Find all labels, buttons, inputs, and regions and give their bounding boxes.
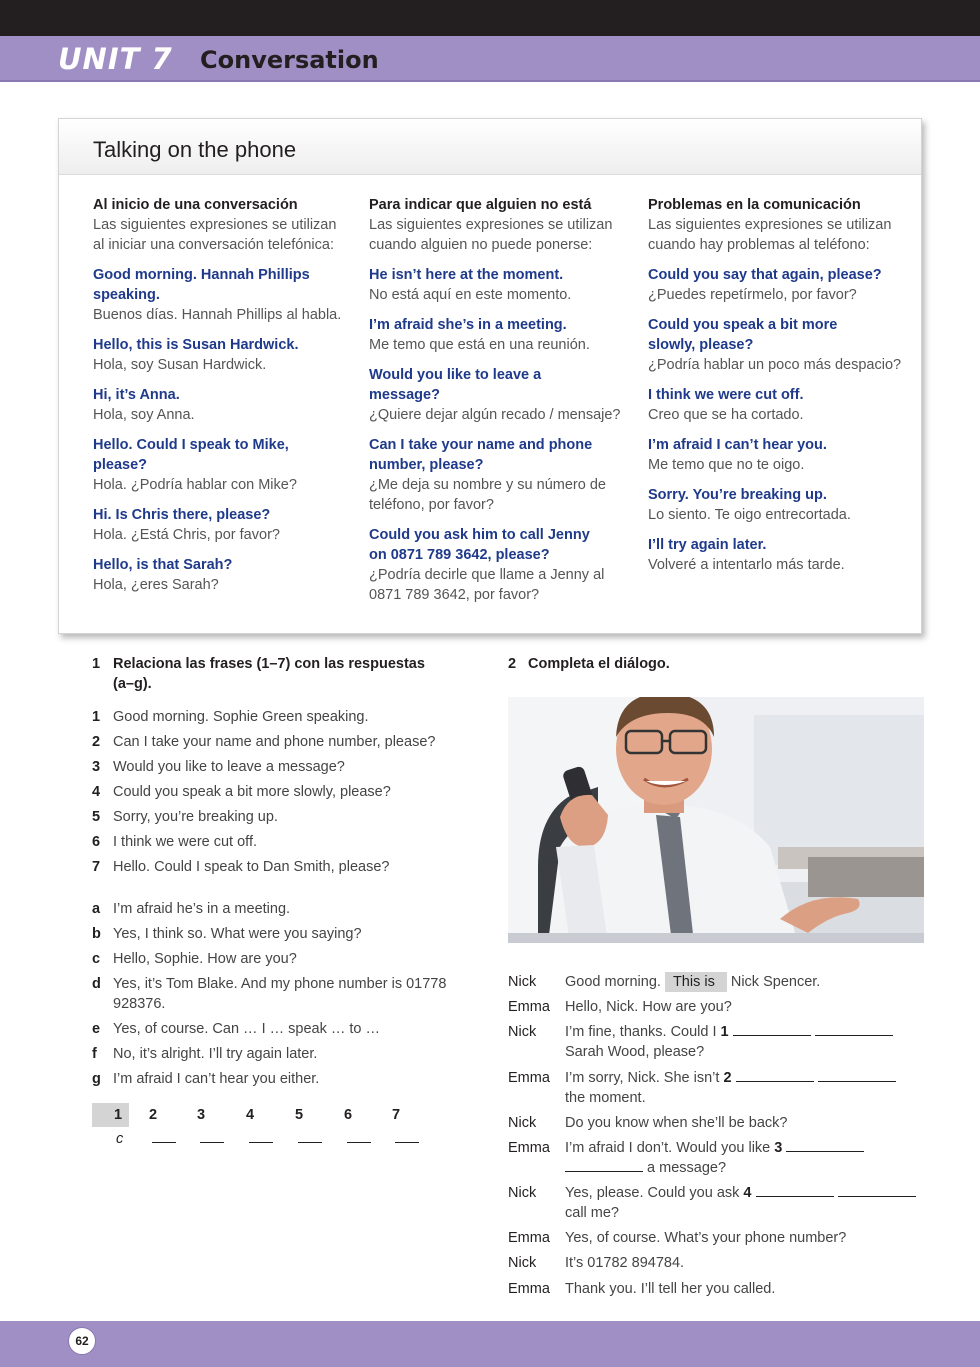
spanish-translation: Hola. ¿Está Chris, por favor?: [93, 527, 280, 543]
english-phrase: number, please?: [369, 457, 484, 473]
exercise-number: 2: [508, 656, 517, 672]
spanish-translation: 0871 789 3642, por favor?: [369, 587, 540, 603]
phrase-item: [93, 435, 351, 495]
answer-number: 1: [114, 1107, 123, 1123]
answer-slot[interactable]: [197, 1103, 224, 1127]
english-phrase: Hi. Is Chris there, please?: [93, 507, 271, 523]
dialogue-line: [508, 972, 928, 992]
item-text: Hello, Sophie. How are you?: [113, 951, 297, 967]
answer-gap[interactable]: [756, 1184, 834, 1197]
answer-gap[interactable]: [815, 1023, 893, 1036]
intro-line: Las siguientes expresiones se utilizan: [648, 217, 892, 233]
response-item: [92, 1069, 482, 1089]
phrase-item: [648, 385, 906, 425]
footer-bar: [0, 1321, 980, 1367]
answer-number: 4: [246, 1107, 255, 1123]
column-start-conversation: [93, 195, 351, 605]
item-letter: e: [92, 1021, 101, 1037]
spanish-translation: Hola, soy Anna.: [93, 407, 195, 423]
answer-gap[interactable]: [818, 1069, 896, 1082]
line-text: Yes, please. Could you ask: [565, 1185, 740, 1201]
speaker-name: Emma: [508, 1070, 550, 1086]
phrase-item: [648, 435, 906, 475]
item-text: No, it’s alright. I’ll try again later.: [113, 1046, 318, 1062]
item-text: Would you like to leave a message?: [113, 759, 345, 775]
answer-slot[interactable]: [149, 1103, 176, 1127]
english-phrase: I’m afraid I can’t hear you.: [648, 437, 827, 453]
phrase-item: [93, 555, 351, 595]
line-text: Nick Spencer.: [730, 974, 821, 990]
dialogue-text: call me?: [565, 1205, 619, 1221]
question-item: [92, 732, 482, 752]
gap-number: 3: [774, 1140, 783, 1156]
line-text: I’m fine, thanks. Could I: [565, 1024, 717, 1040]
spanish-translation: Hola, ¿eres Sarah?: [93, 577, 219, 593]
intro-line: cuando alguien no puede ponerse:: [369, 237, 593, 253]
response-item: [92, 949, 482, 969]
english-phrase: Can I take your name and phone: [369, 437, 593, 453]
column-person-absent: [369, 195, 627, 615]
dialogue-text: Hello, Nick. How are you?: [565, 999, 732, 1015]
dialogue-text: Sarah Wood, please?: [565, 1044, 705, 1060]
dialogue-text: [565, 1138, 928, 1158]
line-text: a message?: [647, 1160, 727, 1176]
spanish-translation: Buenos días. Hannah Phillips al habla.: [93, 307, 342, 323]
question-item: [92, 832, 482, 852]
answer-gap[interactable]: [736, 1069, 814, 1082]
spanish-translation: ¿Podría hablar un poco más despacio?: [648, 357, 902, 373]
item-text: Yes, it’s Tom Blake. And my phone number is 01778: [113, 976, 447, 992]
exercise-1-instruction: [92, 654, 472, 694]
line-text: I’m afraid I don’t. Would you like: [565, 1140, 771, 1156]
english-phrase: He isn’t here at the moment.: [369, 267, 564, 283]
response-item: [92, 1044, 482, 1064]
phrase-panel: [58, 118, 922, 634]
phrase-item: [369, 365, 627, 425]
speaker-name: Emma: [508, 1230, 550, 1246]
answer-example: [92, 1103, 129, 1147]
column-communication-problems: [648, 195, 906, 585]
item-number: 4: [92, 784, 101, 800]
dialogue-text: It’s 01782 894784.: [565, 1255, 685, 1271]
spanish-translation: Me temo que está en una reunión.: [369, 337, 590, 353]
dialogue-line: [508, 1113, 928, 1133]
unit-title: Conversation: [200, 46, 379, 74]
dialogue-text: [565, 1022, 928, 1042]
phrase-item: [93, 335, 351, 375]
answer-gap[interactable]: [838, 1184, 916, 1197]
exercise-2-instruction: [508, 654, 670, 674]
column-intro: [93, 215, 351, 255]
phrase-item: [93, 265, 351, 325]
dialogue-line: [508, 1183, 928, 1223]
english-phrase: I’m afraid she’s in a meeting.: [369, 317, 567, 333]
line-text: I’m sorry, Nick. She isn’t: [565, 1070, 720, 1086]
answer-number: 5: [295, 1107, 304, 1123]
intro-line: al iniciar una conversación telefónica:: [93, 237, 334, 253]
spanish-translation: ¿Me deja su nombre y su número de: [369, 477, 606, 493]
english-phrase: Sorry. You’re breaking up.: [648, 487, 827, 503]
answer-blank[interactable]: [249, 1129, 273, 1143]
speaker-name: Nick: [508, 1115, 537, 1131]
answer-blank[interactable]: [347, 1129, 371, 1143]
spanish-translation: Volveré a intentarlo más tarde.: [648, 557, 845, 573]
photo-illustration: [508, 697, 924, 943]
answer-number: 3: [197, 1107, 206, 1123]
dialogue-text: [565, 1158, 928, 1178]
english-phrase: on 0871 789 3642, please?: [369, 547, 550, 563]
answer-slot[interactable]: [392, 1103, 419, 1127]
phrase-item: [648, 315, 906, 375]
item-text: 928376.: [113, 996, 166, 1012]
page-number: 62: [68, 1327, 96, 1355]
item-text: I’m afraid I can’t hear you either.: [113, 1071, 320, 1087]
dialogue-text: Do you know when she’ll be back?: [565, 1115, 788, 1131]
english-phrase: Hello. Could I speak to Mike,: [93, 437, 289, 453]
answer-gap[interactable]: [565, 1159, 643, 1172]
response-item: [92, 899, 482, 919]
speaker-name: Nick: [508, 1185, 537, 1201]
column-heading: Para indicar que alguien no está: [369, 197, 592, 213]
answer-value: c: [116, 1131, 124, 1147]
column-heading: Problemas en la comunicación: [648, 197, 861, 213]
answer-number: 2: [149, 1107, 158, 1123]
speaker-name: Emma: [508, 1140, 550, 1156]
english-phrase: Hello, is that Sarah?: [93, 557, 233, 573]
phrase-item: [369, 525, 627, 605]
answer-slot[interactable]: [295, 1103, 322, 1127]
column-heading: Al inicio de una conversación: [93, 197, 298, 213]
english-phrase: Would you like to leave a: [369, 367, 542, 383]
english-phrase: Could you speak a bit more: [648, 317, 838, 333]
question-item: [92, 707, 482, 727]
answer-blank[interactable]: [395, 1129, 419, 1143]
english-phrase: Hello, this is Susan Hardwick.: [93, 337, 299, 353]
question-item: [92, 807, 482, 827]
dialogue-text: Thank you. I’ll tell her you called.: [565, 1281, 776, 1297]
english-phrase: Could you say that again, please?: [648, 267, 882, 283]
unit-label: UNIT 7: [58, 42, 173, 76]
answer-gap[interactable]: [733, 1023, 811, 1036]
instruction-line: Relaciona las frases (1–7) con las respuestas: [113, 656, 425, 672]
phrase-item: [648, 535, 906, 575]
answer-gap[interactable]: [786, 1139, 864, 1152]
intro-line: Las siguientes expresiones se utilizan: [93, 217, 337, 233]
spanish-translation: Creo que se ha cortado.: [648, 407, 804, 423]
answer-blank[interactable]: [200, 1129, 224, 1143]
question-item: [92, 857, 482, 877]
dialogue-text: [565, 1068, 928, 1088]
gap-number: 4: [743, 1185, 752, 1201]
speaker-name: Nick: [508, 1024, 537, 1040]
dialogue-text: the moment.: [565, 1090, 646, 1106]
english-phrase: I’ll try again later.: [648, 537, 767, 553]
dialogue-line: [508, 1138, 928, 1178]
response-item: [92, 924, 482, 944]
english-phrase: I think we were cut off.: [648, 387, 804, 403]
top-black-bar: [0, 0, 980, 36]
answer-number: 6: [344, 1107, 353, 1123]
dialogue-line: [508, 1279, 928, 1299]
panel-header: [59, 119, 921, 175]
dialogue-line: [508, 1253, 928, 1273]
spanish-translation: Lo siento. Te oigo entrecortada.: [648, 507, 851, 523]
item-number: 2: [92, 734, 101, 750]
answer-slot[interactable]: [344, 1103, 371, 1127]
businessman-phone-photo: [508, 697, 924, 943]
speaker-name: Nick: [508, 1255, 537, 1271]
instruction-line: (a–g).: [113, 676, 152, 692]
answer-slot[interactable]: [246, 1103, 273, 1127]
line-text: Good morning.: [565, 974, 661, 990]
item-letter: d: [92, 976, 101, 992]
speaker-name: Nick: [508, 974, 537, 990]
spanish-translation: teléfono, por favor?: [369, 497, 494, 513]
item-letter: f: [92, 1046, 97, 1062]
item-number: 6: [92, 834, 101, 850]
spanish-translation: Me temo que no te oigo.: [648, 457, 805, 473]
dialogue-line: [508, 1022, 928, 1062]
example-answer: This is: [665, 972, 727, 992]
speaker-name: Emma: [508, 999, 550, 1015]
item-text: Sorry, you’re breaking up.: [113, 809, 278, 825]
phrase-item: [369, 265, 627, 305]
english-phrase: slowly, please?: [648, 337, 754, 353]
item-letter: b: [92, 926, 101, 942]
speaker-name: Emma: [508, 1281, 550, 1297]
intro-line: cuando hay problemas al teléfono:: [648, 237, 870, 253]
item-number: 5: [92, 809, 101, 825]
column-intro: [369, 215, 627, 255]
gap-number: 1: [720, 1024, 729, 1040]
item-letter: c: [92, 951, 101, 967]
dialogue-text: [565, 972, 928, 992]
dialogue-line: [508, 1068, 928, 1108]
english-phrase: Could you ask him to call Jenny: [369, 527, 590, 543]
phrase-item: [369, 315, 627, 355]
item-text: Yes, I think so. What were you saying?: [113, 926, 362, 942]
dialogue-text: [565, 1183, 928, 1203]
phrase-item: [93, 505, 351, 545]
phrase-item: [648, 485, 906, 525]
response-item: [92, 974, 482, 1014]
spanish-translation: Hola, soy Susan Hardwick.: [93, 357, 267, 373]
response-item: [92, 1019, 482, 1039]
question-item: [92, 782, 482, 802]
spanish-translation: Hola. ¿Podría hablar con Mike?: [93, 477, 297, 493]
english-phrase: message?: [369, 387, 440, 403]
panel-title: Talking on the phone: [93, 137, 297, 162]
answer-number: 7: [392, 1107, 401, 1123]
question-item: [92, 757, 482, 777]
dialogue-text: Yes, of course. What’s your phone number?: [565, 1230, 847, 1246]
spanish-translation: ¿Podría decirle que llame a Jenny al: [369, 567, 605, 583]
english-phrase: Good morning. Hannah Phillips: [93, 267, 310, 283]
item-letter: a: [92, 901, 101, 917]
english-phrase: please?: [93, 457, 147, 473]
english-phrase: Hi, it’s Anna.: [93, 387, 180, 403]
item-number: 7: [92, 859, 101, 875]
item-text: I’m afraid he’s in a meeting.: [113, 901, 291, 917]
item-number: 1: [92, 709, 101, 725]
english-phrase: speaking.: [93, 287, 160, 303]
instruction-line: Completa el diálogo.: [528, 656, 670, 672]
item-text: Hello. Could I speak to Dan Smith, please?: [113, 859, 390, 875]
item-number: 3: [92, 759, 101, 775]
exercise-number: 1: [92, 656, 101, 672]
phrase-item: [93, 385, 351, 425]
intro-line: Las siguientes expresiones se utilizan: [369, 217, 613, 233]
item-text: Good morning. Sophie Green speaking.: [113, 709, 369, 725]
item-text: Yes, of course. Can … I … speak … to …: [113, 1021, 381, 1037]
phrase-item: [369, 435, 627, 515]
spanish-translation: No está aquí en este momento.: [369, 287, 572, 303]
item-text: I think we were cut off.: [113, 834, 257, 850]
item-text: Could you speak a bit more slowly, please?: [113, 784, 391, 800]
spanish-translation: ¿Puedes repetírmelo, por favor?: [648, 287, 857, 303]
spanish-translation: ¿Quiere dejar algún recado / mensaje?: [369, 407, 621, 423]
dialogue-line: [508, 1228, 928, 1248]
dialogue-line: [508, 997, 928, 1017]
phrase-item: [648, 265, 906, 305]
column-intro: [648, 215, 906, 255]
answer-blank[interactable]: [298, 1129, 322, 1143]
item-text: Can I take your name and phone number, please?: [113, 734, 436, 750]
answer-blank[interactable]: [152, 1129, 176, 1143]
item-letter: g: [92, 1071, 101, 1087]
gap-number: 2: [723, 1070, 732, 1086]
